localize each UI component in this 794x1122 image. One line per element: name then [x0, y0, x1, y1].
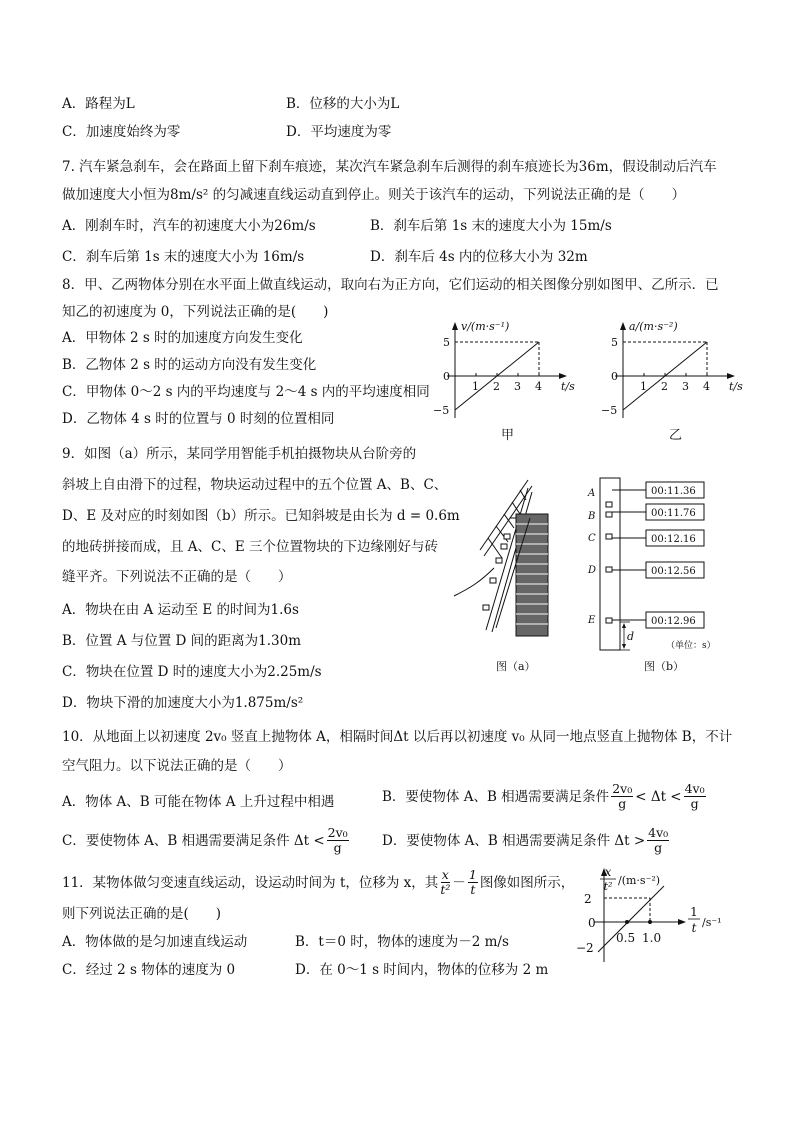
q8-stem-line2: 知乙的初速度为 0，下列说法正确的是( )	[62, 304, 329, 320]
graph-q11-xlabel-unit: /s⁻¹	[702, 916, 722, 929]
figure-b-timeline	[586, 472, 746, 682]
graph-yi-tick-x1: 1	[640, 380, 647, 393]
figure-b-d-label: d	[627, 630, 635, 643]
q6-option-c: C．加速度始终为零	[62, 124, 181, 140]
graph-yi	[593, 318, 763, 448]
q8-stem-line1: 8．甲、乙两物体分别在水平面上做直线运动，取向右为正方向，它们运动的相关图像分别如图甲、乙所示．已	[62, 277, 719, 293]
graph-q11-xlabel-1: 1	[690, 905, 698, 919]
q11-frac-x-t2	[440, 868, 450, 897]
q7-stem-line1: 7. 汽车紧急刹车，会在路面上留下刹车痕迹，某次汽车紧急刹车后测得的刹车痕迹长为36m，假设制动后汽车	[62, 159, 717, 175]
frac-numerator: 2v₀	[327, 825, 348, 840]
q9-option-a: A．物块在由 A 运动至 E 的时间为1.6s	[62, 602, 299, 618]
q7-option-b: B．刹车后第 1s 末的速度大小为 15m/s	[370, 218, 612, 234]
graph-q11-ylabel-t2: t²	[603, 880, 613, 893]
figure-b-caption: 图（b）	[644, 660, 685, 673]
graph-jia-caption: 甲	[501, 428, 515, 443]
figure-b-label-d: D	[588, 565, 597, 576]
q11-stem-line1	[62, 868, 574, 897]
q10-option-b-frac-high	[684, 782, 706, 811]
graph-yi-ylabel: a/(m·s⁻²)	[629, 320, 678, 333]
q7-option-a: A．刚刹车时，汽车的初速度大小为26m/s	[62, 218, 316, 234]
q11-option-d: D．在 0～1 s 时间内，物体的位移为 2 m	[295, 962, 549, 978]
q9-stem-line3: D、E 及对应的时刻如图（b）所示。已知斜坡是由长为 d = 0.6m	[62, 508, 460, 524]
q10-option-b-text: B．要使物体 A、B 相遇需要满足条件	[382, 788, 610, 805]
figure-b-label-a: A	[588, 488, 596, 499]
graph-q11-tick-y2: 2	[584, 892, 592, 906]
figure-b-label-b: B	[588, 511, 596, 522]
q10-option-b	[382, 782, 708, 811]
q10-option-c-text: C．要使物体 A、B 相遇需要满足条件 Δt <	[62, 832, 325, 849]
graph-yi-xlabel: t/s	[729, 380, 743, 393]
q11-stem-text-pre: 11．某物体做匀变速直线运动，设运动时间为 t，位移为 x，其	[62, 874, 439, 891]
q10-option-d-frac	[647, 826, 669, 855]
frac-numerator: 1	[468, 867, 477, 882]
frac-denominator: g	[690, 796, 699, 811]
q6-option-d: D．平均速度为零	[286, 124, 392, 140]
graph-yi-tick-y0: 0	[611, 370, 618, 383]
frac-denominator: g	[654, 840, 663, 855]
q8-option-d: D．乙物体 4 s 时的位置与 0 时刻的位置相同	[62, 411, 335, 427]
q10-option-b-inequality: < Δt <	[635, 788, 682, 805]
figure-b-time-b: 00:11.76	[651, 508, 696, 519]
q9-option-c: C．物块在位置 D 时的速度大小为2.25m/s	[62, 664, 322, 680]
graph-jia-tick-x1: 1	[472, 380, 479, 393]
figure-b-time-d: 00:12.56	[651, 566, 696, 577]
q9-option-b: B．位置 A 与位置 D 间的距离为1.30m	[62, 633, 302, 649]
graph-jia-ylabel: v/(m·s⁻¹)	[461, 320, 510, 333]
graph-jia-tick-x2: 2	[493, 380, 500, 393]
graph-q11	[560, 864, 760, 968]
q10-option-d-text: D．要使物体 A、B 相遇需要满足条件 Δt >	[382, 832, 646, 849]
q10-option-d	[382, 826, 671, 855]
q10-option-b-frac-low	[611, 782, 633, 811]
frac-denominator: t	[470, 882, 476, 897]
graph-jia-tick-y0: 0	[443, 370, 450, 383]
graph-yi-caption: 乙	[669, 428, 683, 443]
frac-denominator: t²	[440, 882, 451, 897]
graph-jia	[425, 318, 595, 448]
graph-jia-tick-x3: 3	[514, 380, 521, 393]
figure-b-unit-note: （单位：s）	[666, 641, 716, 651]
figure-b-label-e: E	[588, 615, 596, 626]
graph-q11-ylabel-x: x	[604, 865, 612, 879]
q7-stem-line2: 做加速度大小恒为8m/s² 的匀减速直线运动直到停止。则关于该汽车的运动，下列说法正确的是（ ）	[62, 187, 686, 203]
q10-option-c	[62, 826, 351, 855]
graph-jia-tick-x4: 4	[535, 380, 542, 393]
q9-stem-line2: 斜坡上自由滑下的过程，物块运动过程中的五个位置 A、B、C、	[62, 477, 448, 493]
q11-option-c: C．经过 2 s 物体的速度为 0	[62, 962, 236, 978]
figure-b-time-e: 00:12.96	[651, 616, 696, 627]
graph-q11-tick-x10: 1.0	[642, 931, 662, 945]
q9-stem-line5: 缝平齐。下列说法不正确的是（ ）	[62, 569, 292, 585]
graph-q11-ylabel-unit: /(m·s⁻²)	[618, 874, 661, 887]
q11-frac-1-t	[468, 868, 478, 897]
q7-option-d: D．刹车后 4s 内的位移大小为 32m	[370, 249, 588, 265]
q11-stem-line2: 则下列说法正确的是( )	[62, 906, 222, 922]
figure-a-slope	[450, 478, 590, 678]
frac-numerator: 2v₀	[612, 781, 633, 796]
frac-numerator: 4v₀	[648, 825, 669, 840]
q9-stem-line1: 9．如图（a）所示，某同学用智能手机拍摄物块从台阶旁的	[62, 446, 417, 462]
q6-option-b: B．位移的大小为L	[286, 96, 400, 112]
figure-b-time-c: 00:12.16	[651, 534, 696, 545]
q9-option-d: D．物块下滑的加速度大小为1.875m/s²	[62, 695, 304, 711]
frac-numerator: x	[441, 867, 449, 882]
graph-yi-tick-x3: 3	[682, 380, 689, 393]
q7-option-c: C．刹车后第 1s 末的速度大小为 16m/s	[62, 249, 305, 265]
graph-jia-tick-y-5: −5	[433, 404, 450, 417]
q10-stem-line1: 10．从地面上以初速度 2v₀ 竖直上抛物体 A，相隔时间Δt 以后再以初速度 v₀ 从同一地点竖直上抛物体 B，不计	[62, 729, 733, 745]
q10-stem-line2: 空气阻力。以下说法正确的是（ ）	[62, 758, 292, 774]
graph-q11-tick-y0: 0	[588, 916, 596, 930]
frac-denominator: g	[333, 840, 342, 855]
q8-option-c: C．甲物体 0～2 s 内的平均速度与 2～4 s 内的平均速度相同	[62, 384, 430, 400]
graph-q11-tick-y-2: −2	[576, 941, 594, 955]
figure-b-label-c: C	[588, 533, 596, 544]
q11-option-b: B．t＝0 时，物体的速度为－2 m/s	[295, 934, 509, 950]
q11-option-a: A．物体做的是匀加速直线运动	[62, 934, 248, 950]
graph-yi-tick-x4: 4	[703, 380, 710, 393]
graph-q11-tick-x05: 0.5	[616, 931, 636, 945]
figure-b-time-a: 00:11.36	[651, 486, 696, 497]
frac-denominator: g	[618, 796, 627, 811]
graph-yi-tick-y-5: −5	[601, 404, 618, 417]
graph-yi-tick-y5: 5	[611, 336, 618, 349]
frac-numerator: 4v₀	[684, 781, 705, 796]
q8-option-a: A．甲物体 2 s 时的加速度方向发生变化	[62, 330, 303, 346]
graph-yi-tick-x2: 2	[661, 380, 668, 393]
q8-option-b: B．乙物体 2 s 时的运动方向没有发生变化	[62, 357, 317, 373]
graph-q11-xlabel-t: t	[691, 921, 697, 935]
q11-stem-text-post: 图像如图所示，	[479, 874, 575, 891]
q10-option-c-frac	[327, 826, 349, 855]
q6-option-a: A．路程为L	[62, 96, 135, 112]
graph-jia-tick-y5: 5	[443, 336, 450, 349]
q11-minus: －	[452, 874, 466, 891]
graph-jia-xlabel: t/s	[561, 380, 575, 393]
q10-option-a: A．物体 A、B 可能在物体 A 上升过程中相遇	[62, 794, 335, 810]
figure-a-caption: 图（a）	[496, 660, 536, 673]
q9-stem-line4: 的地砖拼接而成，且 A、C、E 三个位置物块的下边缘刚好与砖	[62, 539, 439, 555]
